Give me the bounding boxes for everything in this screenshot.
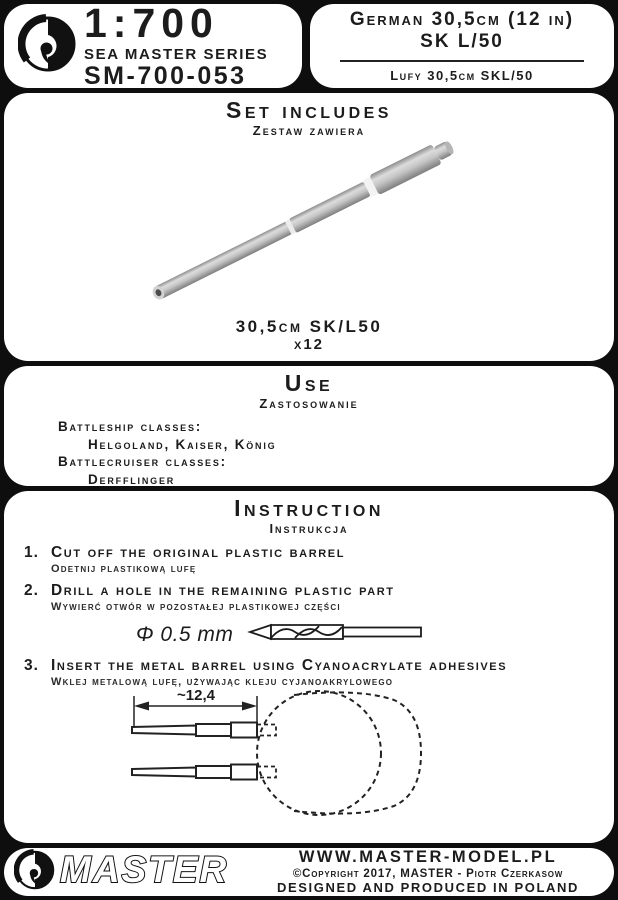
set-includes-heading-polish: Zestaw zawiera bbox=[252, 123, 366, 139]
series-label: SEA MASTER SERIES bbox=[84, 46, 269, 63]
use-line-battlecruiser: Battlecruiser classes: bbox=[58, 454, 227, 470]
product-title-line1: German 30,5cm (12 in) bbox=[349, 9, 575, 31]
instruction-section bbox=[4, 491, 614, 843]
svg-text:MASTER: MASTER bbox=[60, 848, 229, 890]
step-number: 3. bbox=[24, 657, 39, 675]
use-heading-polish: Zastosowanie bbox=[259, 396, 359, 412]
barrel-item-quantity: x12 bbox=[293, 336, 325, 353]
product-title-line2: SK L/50 bbox=[420, 31, 504, 52]
drill-diameter-callout bbox=[136, 620, 604, 649]
instruction-heading: Instruction bbox=[234, 495, 384, 521]
step-text-pl: Wklej metalową lufę, używając kleju cyjanoakrylowego bbox=[51, 676, 394, 689]
use-line-battleship-classes: Helgoland, Kaiser, König bbox=[88, 436, 277, 452]
step-text-en: Drill a hole in the remaining plastic part bbox=[51, 582, 395, 600]
drill-bit-icon bbox=[247, 620, 425, 649]
copyright-line: ©Copyright 2017, MASTER - Piotr Czerkasow bbox=[292, 867, 564, 880]
master-spiral-icon bbox=[18, 13, 78, 80]
master-spiral-icon bbox=[14, 848, 56, 897]
title-divider bbox=[340, 60, 584, 62]
barrel-item-label: 30,5cm SK/L50 bbox=[235, 317, 383, 336]
use-class-list bbox=[4, 418, 614, 488]
step-text-pl: Wywierć otwór w pozostałej plastikowej części bbox=[51, 601, 341, 614]
footer-brand bbox=[14, 848, 252, 897]
step-text-en: Cut off the original plastic barrel bbox=[51, 544, 346, 562]
brand-text bbox=[84, 0, 269, 90]
scale-label: 1:700 bbox=[84, 0, 219, 46]
sku-label: SM-700-053 bbox=[84, 62, 247, 90]
product-title-polish: Lufy 30,5cm SKL/50 bbox=[390, 67, 534, 83]
instruction-heading-polish: Instrukcja bbox=[269, 521, 349, 537]
set-includes-heading: Set includes bbox=[226, 97, 392, 123]
instruction-steps bbox=[4, 544, 614, 688]
footer bbox=[4, 848, 614, 896]
step-text-pl: Odetnij plastikową lufę bbox=[51, 563, 197, 576]
step-number: 1. bbox=[24, 544, 39, 562]
brand-panel bbox=[4, 0, 302, 90]
header bbox=[4, 0, 614, 90]
barrel-render-image bbox=[142, 135, 476, 318]
step-number: 2. bbox=[24, 582, 39, 600]
use-section bbox=[4, 366, 614, 486]
drill-diameter-label: Φ 0.5 mm bbox=[136, 622, 234, 646]
product-title-panel bbox=[310, 4, 614, 88]
master-wordmark bbox=[56, 849, 252, 896]
made-in-line: DESIGNED AND PRODUCED IN POLAND bbox=[277, 880, 579, 896]
instruction-step-2 bbox=[24, 582, 604, 613]
instruction-step-1 bbox=[24, 544, 604, 575]
dimension-value: ~12,4 bbox=[177, 687, 215, 704]
step-text-en: Insert the metal barrel using Cyanoacrylate adhesives bbox=[51, 657, 508, 675]
turret-mounting-diagram bbox=[104, 683, 436, 840]
set-includes-section bbox=[4, 93, 614, 361]
website-url: WWW.MASTER-MODEL.PL bbox=[298, 848, 558, 867]
use-heading: Use bbox=[284, 370, 334, 396]
use-line-battleship: Battleship classes: bbox=[58, 419, 203, 435]
footer-info bbox=[252, 848, 600, 896]
use-line-battlecruiser-classes: Derfflinger bbox=[88, 471, 176, 487]
